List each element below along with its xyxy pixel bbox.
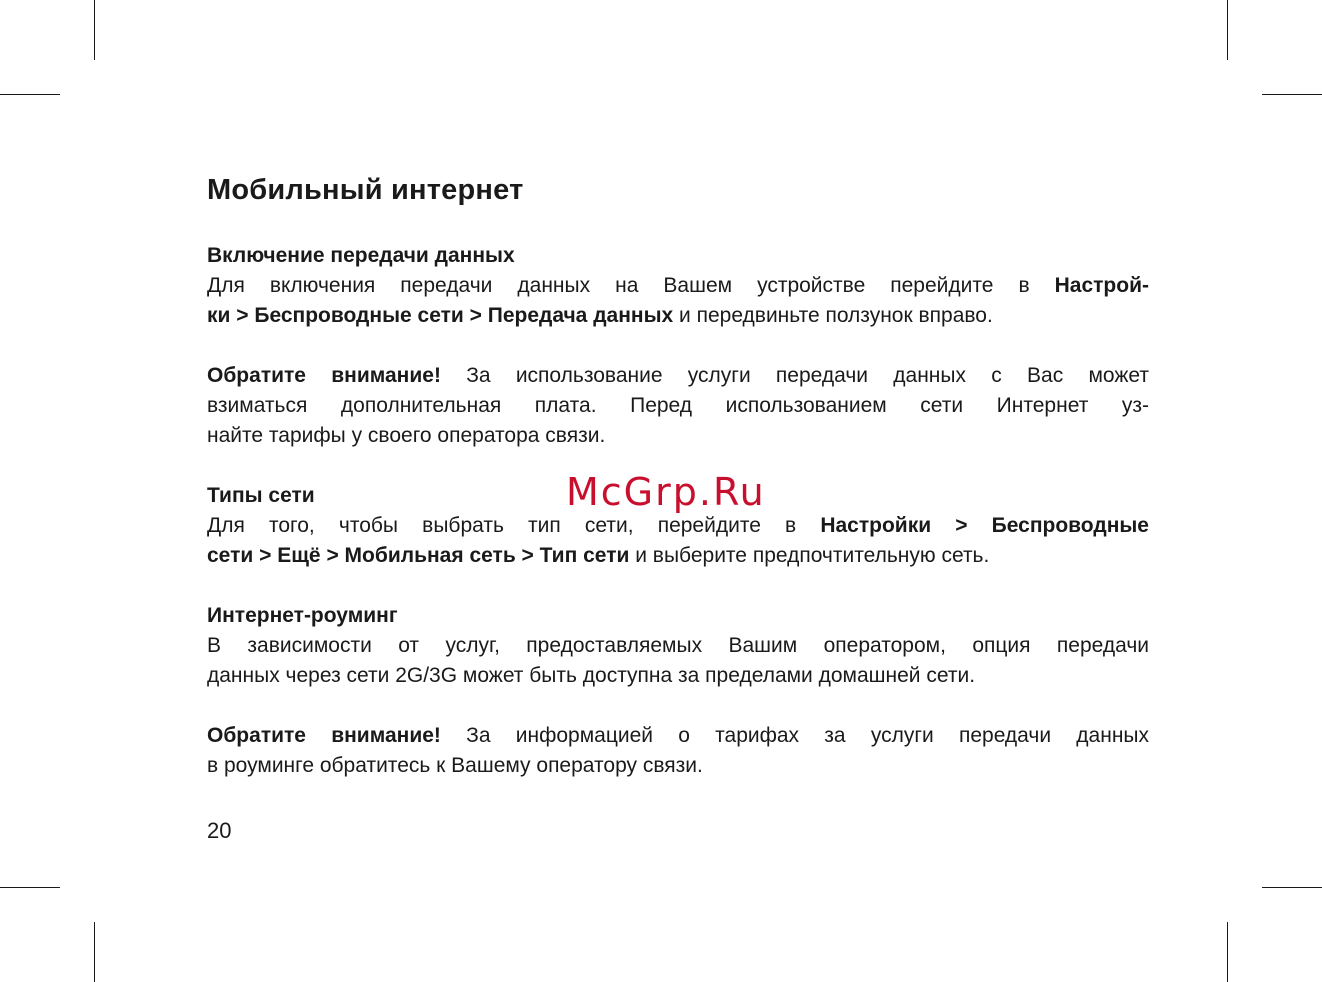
- note-label: Обратите внимание!: [207, 724, 441, 747]
- watermark: McGrp.Ru: [566, 470, 766, 514]
- paragraph-line: данных через сети 2G/3G может быть доступна за пределами домашней сети.: [207, 664, 976, 687]
- paragraph-line: взиматься дополнительная плата. Перед использованием сети Интернет уз-: [207, 394, 1149, 417]
- paragraph-line: В зависимости от услуг, предоставляемых Вашим оператором, опция передачи: [207, 634, 1149, 657]
- page-title: Мобильный интернет: [207, 174, 524, 206]
- page-number: 20: [207, 818, 232, 843]
- note-line: Обратите внимание! За использование услуги передачи данных с Вас может: [207, 364, 1149, 387]
- section-heading: Типы сети: [207, 484, 315, 507]
- crop-mark: [0, 94, 60, 95]
- paragraph-line: сети > Ещё > Мобильная сеть > Тип сети и выберите предпочтительную сеть.: [207, 544, 990, 567]
- crop-mark: [1262, 887, 1322, 888]
- crop-mark: [0, 887, 60, 888]
- crop-mark: [94, 0, 95, 60]
- paragraph-line: Для того, чтобы выбрать тип сети, перейдите в Настройки > Беспроводные: [207, 514, 1149, 537]
- paragraph-line: в роуминге обратитесь к Вашему оператору связи.: [207, 754, 703, 777]
- crop-mark: [1262, 94, 1322, 95]
- paragraph-line: найте тарифы у своего оператора связи.: [207, 424, 606, 447]
- crop-mark: [94, 922, 95, 982]
- crop-mark: [1227, 0, 1228, 60]
- note-label: Обратите внимание!: [207, 364, 441, 387]
- crop-mark: [1227, 922, 1228, 982]
- paragraph-line: Для включения передачи данных на Вашем устройстве перейдите в Настрой-: [207, 274, 1149, 297]
- section-heading: Включение передачи данных: [207, 244, 515, 267]
- section-heading: Интернет-роуминг: [207, 604, 398, 627]
- note-line: Обратите внимание! За информацией о тарифах за услуги передачи данных: [207, 724, 1150, 747]
- paragraph-line: ки > Беспроводные сети > Передача данных и передвиньте ползунок вправо.: [207, 304, 993, 327]
